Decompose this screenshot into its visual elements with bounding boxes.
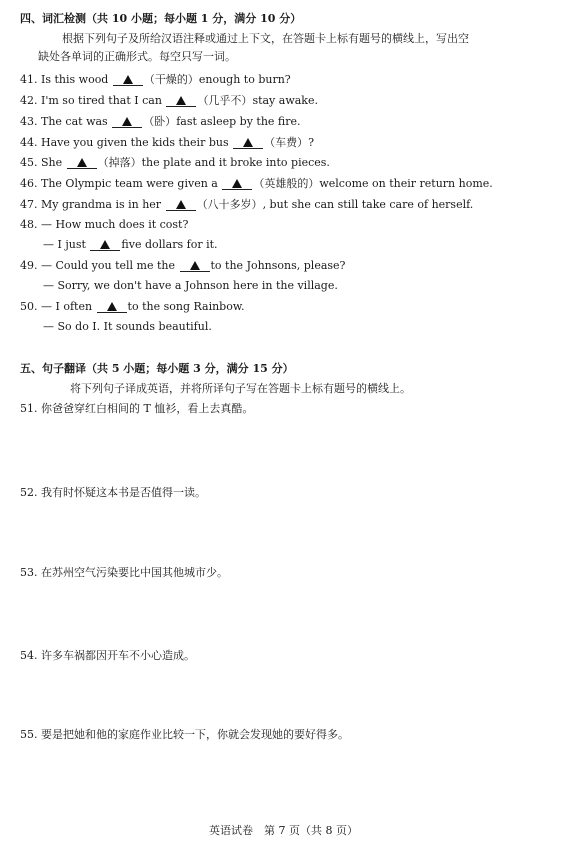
question-48	[20, 218, 188, 232]
dialog-line: — How much does it cost?	[41, 218, 189, 231]
question-46	[20, 177, 493, 191]
question-44	[20, 136, 314, 150]
triangle-marker-icon	[122, 117, 132, 126]
question-text-before: My grandma is in her	[41, 198, 162, 211]
question-number: 47.	[20, 198, 38, 211]
answer-blank[interactable]	[113, 73, 143, 86]
translation-source-text: 在苏州空气污染要比中国其他城市少。	[41, 566, 228, 579]
question-48-reply	[43, 238, 218, 252]
dialog-text-before: — I often	[41, 300, 93, 313]
question-47	[20, 198, 473, 212]
translation-source-text: 许多车祸都因开车不小心造成。	[41, 649, 195, 662]
translation-item-54	[20, 649, 195, 663]
question-49-reply: — Sorry, we don't have a Johnson here in the village.	[43, 279, 338, 292]
triangle-marker-icon	[190, 261, 200, 270]
question-number: 52.	[20, 486, 38, 499]
answer-blank[interactable]	[180, 259, 210, 272]
question-text-before: The cat was	[41, 115, 108, 128]
question-number: 41.	[20, 73, 38, 86]
hint-text: （几乎不）	[197, 94, 253, 107]
triangle-marker-icon	[100, 240, 110, 249]
answer-blank[interactable]	[90, 238, 120, 251]
dialog-text-before: — Could you tell me the	[41, 259, 176, 272]
question-text-before: I'm so tired that I can	[41, 94, 162, 107]
translation-item-51	[20, 402, 253, 416]
dialog-text-after: five dollars for it.	[121, 238, 218, 251]
question-text-after: , but she can still take care of herself.	[262, 198, 474, 211]
question-text-before: The Olympic team were given a	[41, 177, 218, 190]
translation-source-text: 你爸爸穿红白相间的 T 恤衫，看上去真酷。	[41, 402, 254, 415]
answer-blank[interactable]	[233, 136, 263, 149]
section5-title: 五、句子翻译（共 5 小题；每小题 3 分，满分 15 分）	[20, 362, 294, 375]
question-text-before: Is this wood	[41, 73, 109, 86]
question-text-after: enough to burn?	[198, 73, 291, 86]
question-text-before: Have you given the kids their bus	[41, 136, 229, 149]
question-text-before: She	[41, 156, 63, 169]
question-42	[20, 94, 318, 108]
question-number: 44.	[20, 136, 38, 149]
question-49	[20, 259, 345, 273]
question-number: 48.	[20, 218, 38, 231]
answer-blank[interactable]	[112, 115, 142, 128]
triangle-marker-icon	[232, 179, 242, 188]
question-number: 49.	[20, 259, 38, 272]
answer-blank[interactable]	[222, 177, 252, 190]
section4-instruction-line1: 根据下列句子及所给汉语注释或通过上下文，在答题卡上标有题号的横线上，写出空	[62, 32, 469, 45]
question-43	[20, 115, 301, 129]
translation-item-52	[20, 486, 206, 500]
hint-text: （车费）	[264, 136, 309, 149]
question-number: 45.	[20, 156, 38, 169]
question-50-reply: — So do I. It sounds beautiful.	[43, 320, 212, 333]
page-footer: 英语试卷 第 7 页（共 8 页）	[209, 824, 358, 837]
triangle-marker-icon	[176, 96, 186, 105]
question-number: 54.	[20, 649, 38, 662]
translation-source-text: 要是把她和他的家庭作业比较一下，你就会发现她的要好得多。	[41, 728, 349, 741]
question-50	[20, 300, 244, 314]
question-text-after: fast asleep by the fire.	[176, 115, 301, 128]
question-number: 55.	[20, 728, 38, 741]
question-number: 46.	[20, 177, 38, 190]
question-number: 42.	[20, 94, 38, 107]
question-41	[20, 73, 291, 87]
hint-text: （八十多岁）	[196, 198, 263, 211]
question-text-after: ?	[308, 136, 314, 149]
answer-blank[interactable]	[97, 300, 127, 313]
question-text-after: stay awake.	[252, 94, 318, 107]
section5-instruction: 将下列句子译成英语，并将所译句子写在答题卡上标有题号的横线上。	[70, 382, 411, 395]
question-number: 51.	[20, 402, 38, 415]
hint-text: （英雄般的）	[253, 177, 320, 190]
dialog-text-after: to the Johnsons, please?	[210, 259, 346, 272]
question-number: 50.	[20, 300, 38, 313]
hint-text: （干燥的）	[143, 73, 199, 86]
hint-text: （掉落）	[97, 156, 142, 169]
section4-title: 四、词汇检测（共 10 小题；每小题 1 分，满分 10 分）	[20, 12, 302, 25]
hint-text: （卧）	[143, 115, 177, 128]
triangle-marker-icon	[107, 302, 117, 311]
answer-blank[interactable]	[166, 198, 196, 211]
triangle-marker-icon	[123, 75, 133, 84]
dialog-text-after: to the song Rainbow.	[127, 300, 245, 313]
triangle-marker-icon	[243, 138, 253, 147]
answer-blank[interactable]	[166, 94, 196, 107]
question-45	[20, 156, 330, 170]
translation-source-text: 我有时怀疑这本书是否值得一读。	[41, 486, 206, 499]
dialog-text-before: — I just	[43, 238, 86, 251]
translation-item-55	[20, 728, 349, 742]
triangle-marker-icon	[77, 158, 87, 167]
translation-item-53	[20, 566, 228, 580]
answer-blank[interactable]	[67, 156, 97, 169]
question-text-after: welcome on their return home.	[319, 177, 493, 190]
question-number: 53.	[20, 566, 38, 579]
triangle-marker-icon	[176, 200, 186, 209]
section4-instruction-line2: 缺处各单词的正确形式。每空只写一词。	[38, 50, 236, 63]
question-number: 43.	[20, 115, 38, 128]
question-text-after: the plate and it broke into pieces.	[141, 156, 330, 169]
